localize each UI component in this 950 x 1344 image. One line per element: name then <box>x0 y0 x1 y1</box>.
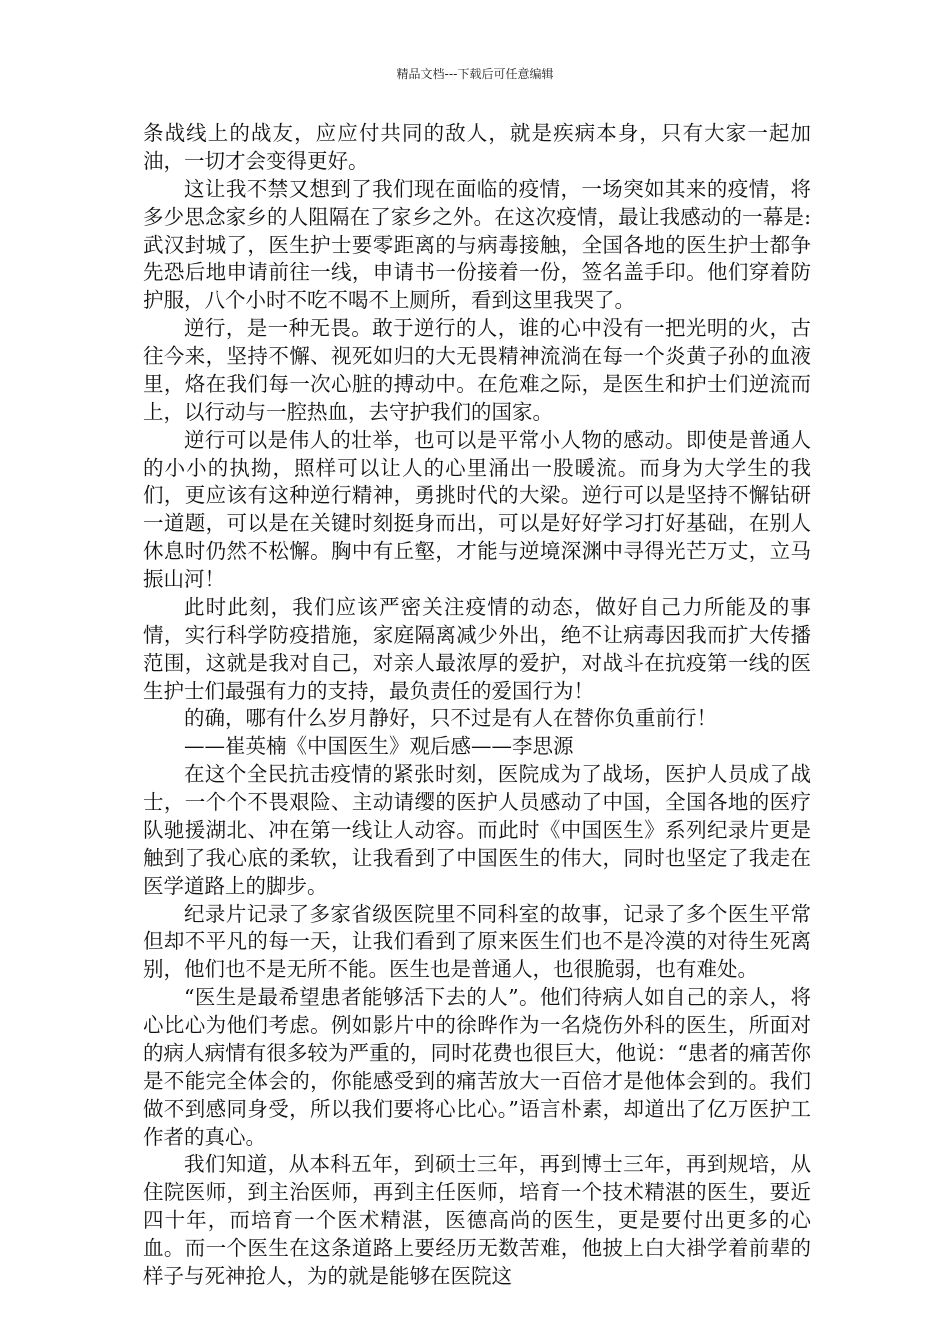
paragraph: 这让我不禁又想到了我们现在面临的疫情，一场突如其来的疫情，将多少思念家乡的人阻隔在了家乡之外。在这次疫情，最让我感动的一幕是:武汉封城了，医生护士要零距离的与病毒接触，全国各地的医生护士都争先恐后地申请前往一线，申请书一份接着一份，签名盖手印。他们穿着防护服，八个小时不吃不喝不上厕所，看到这里我哭了。 <box>143 176 811 313</box>
paragraph: 的确，哪有什么岁月静好，只不过是有人在替你负重前行！ <box>184 706 717 731</box>
paragraph: 纪录片记录了多家省级医院里不同科室的故事，记录了多个医生平常但却不平凡的每一天，让我们看到了原来医生们也不是冷漠的对待生死离别，他们也不是无所不能。医生也是普通人，也很脆弱，也有难处。 <box>143 901 811 982</box>
paragraph: 此时此刻，我们应该严密关注疫情的动态，做好自己力所能及的事情，实行科学防疫措施，家庭隔离减少外出，绝不让病毒因我而扩大传播范围，这就是我对自己，对亲人最浓厚的爱护，对战斗在抗疫第一线的医生护士们最强有力的支持，最负责任的爱国行为！ <box>143 594 811 703</box>
document-body <box>143 120 811 1291</box>
paragraph: 逆行，是一种无畏。敢于逆行的人，谁的心中没有一把光明的火，古往今来，坚持不懈、视死如归的大无畏精神流淌在每一个炎黄子孙的血液里，烙在我们每一次心脏的搏动中。在危难之际，是医生和护士们逆流而上，以行动与一腔热血，去守护我们的国家。 <box>143 316 811 424</box>
paragraph: 在这个全民抗击疫情的紧张时刻，医院成为了战场，医护人员成了战士，一个个不畏艰险、主动请缨的医护人员感动了中国，全国各地的医疗队驰援湖北、冲在第一线让人动容。而此时《中国医生》系列纪录片更是触到了我心底的柔软，让我看到了中国医生的伟大，同时也坚定了我走在医学道路上的脚步。 <box>143 762 811 898</box>
paragraph: “医生是最希望患者能够活下去的人”。他们待病人如自己的亲人，将心比心为他们考虑。例如影片中的徐晔作为一名烧伤外科的医生，所面对的病人病情有很多较为严重的，同时花费也很巨大，他说：“患者的痛苦你是不能完全体会的，你能感受到的痛苦放大一百倍才是他体会到的。我们做不到感同身受，所以我们要将心比心。”语言朴素，却道出了亿万医护工作者的真心。 <box>143 985 811 1149</box>
paragraph: 逆行可以是伟人的壮举，也可以是平常小人物的感动。即使是普通人的小小的执拗，照样可以让人的心里涌出一股暖流。而身为大学生的我们，更应该有这种逆行精神，勇挑时代的大梁。逆行可以是坚持不懈钻研一道题，可以是在关键时刻挺身而出，可以是好好学习打好基础，在别人休息时仍然不松懈。胸中有丘壑，才能与逆境深渊中寻得光芒万丈，立马振山河！ <box>143 427 811 591</box>
paragraph: 我们知道，从本科五年，到硕士三年，再到博士三年，再到规培，从住院医师，到主治医师，再到主任医师，培育一个技术精湛的医生，要近四十年，而培育一个医术精湛，医德高尚的医生，更是要付出更多的心血。而一个医生在这条道路上要经历无数苦难，他披上白大褂学着前辈的样子与死神抢人，为的就是能够在医院这 <box>143 1152 811 1288</box>
page-header: 精品文档---下载后可任意编辑 <box>396 67 554 81</box>
paragraph: 条战线上的战友，应应付共同的敌人，就是疾病本身，只有大家一起加油，一切才会变得更好。 <box>143 121 811 173</box>
subtitle-line: ——崔英楠《中国医生》观后感——李思源 <box>184 734 574 759</box>
